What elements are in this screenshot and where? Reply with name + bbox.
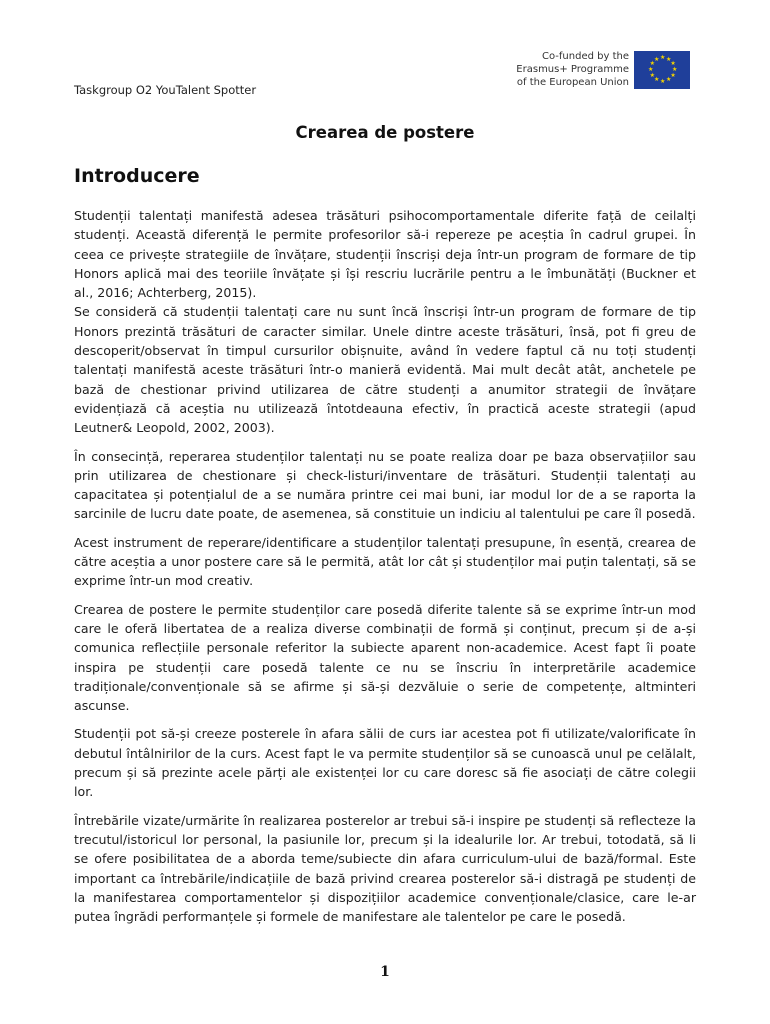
- eu-star-icon: ★: [660, 54, 666, 61]
- page-number: 1: [380, 964, 390, 980]
- eu-star-icon: ★: [670, 72, 676, 79]
- eu-star-icon: ★: [672, 66, 678, 73]
- eu-cofunding-logo: [511, 50, 691, 90]
- eu-star-icon: ★: [666, 55, 672, 63]
- eu-text-line-2: Erasmus+ Programme: [516, 64, 629, 75]
- eu-flag-icon: [634, 51, 690, 89]
- document-body: [74, 206, 696, 935]
- paragraph-5: Crearea de postere le permite studenților care posedă diferite talente să se exprime într-un mod care le oferă libertatea de a realiza diverse combinații de formă și conținut, precum și de a-și comunica reflecțiile personale referitor la subiecte aparent non-academice. Acest fapt îi poate inspira pe studenții care posedă talente ce nu se înscriu în interpretările academice tradiționale/convenționale să se afirme și să-și dezvăluie o serie de competențe, altminteri ascunse.: [74, 601, 696, 714]
- eu-text-line-1: Co-funded by the: [542, 51, 629, 62]
- eu-star-icon: ★: [670, 60, 676, 67]
- paragraph-1: Studenții talentați manifestă adesea trăsături psihocomportamentale diferite față de ceilalți studenți. Această diferență le permite profesorilor să-i repereze pe aceștia în cadrul grupei. În ceea ce privește strategiile de învățare, studenții înscriși deja într-un program de formare de tip Honors aplică mai des teoriile învățate și își rescriu lucrările pentru a le îmbunătăți (Buckner et al., 2016; Achterberg, 2015).: [74, 208, 696, 301]
- eu-star-icon: ★: [666, 76, 672, 84]
- header-project-label: Taskgroup O2 YouTalent Spotter: [74, 83, 257, 97]
- section-heading: Introducere: [74, 165, 200, 187]
- eu-star-icon: ★: [654, 55, 660, 63]
- eu-star-icon: ★: [648, 66, 654, 73]
- document-title: Crearea de postere: [295, 123, 475, 142]
- eu-cofunding-text: [511, 50, 629, 89]
- paragraph-7: Întrebările vizate/urmărite în realizarea posterelor ar trebui să-i inspire pe studenți să reflecteze la trecutul/istoricul lor personal, la pasiunile lor, precum și la idealurile lor. Ar trebui, totodată, să li se ofere posibilitatea de a aborda teme/subiecte din afara curriculum-ului de bază/formal. Este important ca întrebările/indicațiile de bază privind crearea posterelor să-i distragă pe studenți de la manifestarea comportamentelor și dispozițiilor academice convenționale/clasice, care le-ar putea îngrădi performanțele și formele de manifestare ale talentelor pe care le posedă.: [74, 812, 696, 925]
- eu-star-icon: ★: [660, 78, 666, 85]
- eu-text-line-3: of the European Union: [516, 77, 629, 88]
- paragraph-2: Se consideră că studenții talentați care nu sunt încă înscriși într-un program de formare de tip Honors prezintă trăsături de caracter similar. Unele dintre aceste trăsături, însă, pot fi greu de descoperit/observat în timpul cursurilor obișnuite, având în vedere faptul că nu toți studenți talentați manifestă aceste trăsături într-o manieră evidentă. Mai mult decât atât, anchetele pe bază de chestionar privind utilizarea de către studenți a anumitor strategii de învățare evidențiază că aceștia nu utilizează întotdeauna efectiv, în practică aceste strategii (apud Leutner& Leopold, 2002, 2003).: [74, 304, 696, 436]
- eu-star-icon: ★: [654, 76, 660, 84]
- paragraph-3: În consecință, reperarea studenților talentați nu se poate realiza doar pe baza observațiilor sau prin utilizarea de chestionare și check-listuri/inventare de trăsături. Studenții talentați au capacitatea și potențialul de a se număra printre cei mai buni, iar modul lor de a se raporta la sarcinile de lucru date poate, de asemenea, să constituie un indiciu al talentului pe care îl posedă.: [74, 448, 696, 522]
- eu-star-icon: ★: [649, 60, 655, 67]
- eu-star-icon: ★: [649, 72, 655, 79]
- paragraph-6: Studenții pot să-și creeze posterele în afara sălii de curs iar acestea pot fi utilizate/valorificate în debutul întâlnirilor de la curs. Acest fapt le va permite studenților să se cunoască unul pe celălalt, precum și să prezinte acele părți ale existenței lor cu care doresc să fie asociați de către colegii lor.: [74, 726, 696, 800]
- paragraph-4: Acest instrument de reperare/identificare a studenților talentați presupune, în esență, crearea de către aceștia a unor postere care să le permită, atât lor cât și studenților mai puțin talentați, să se exprime într-un mod creativ.: [74, 534, 696, 589]
